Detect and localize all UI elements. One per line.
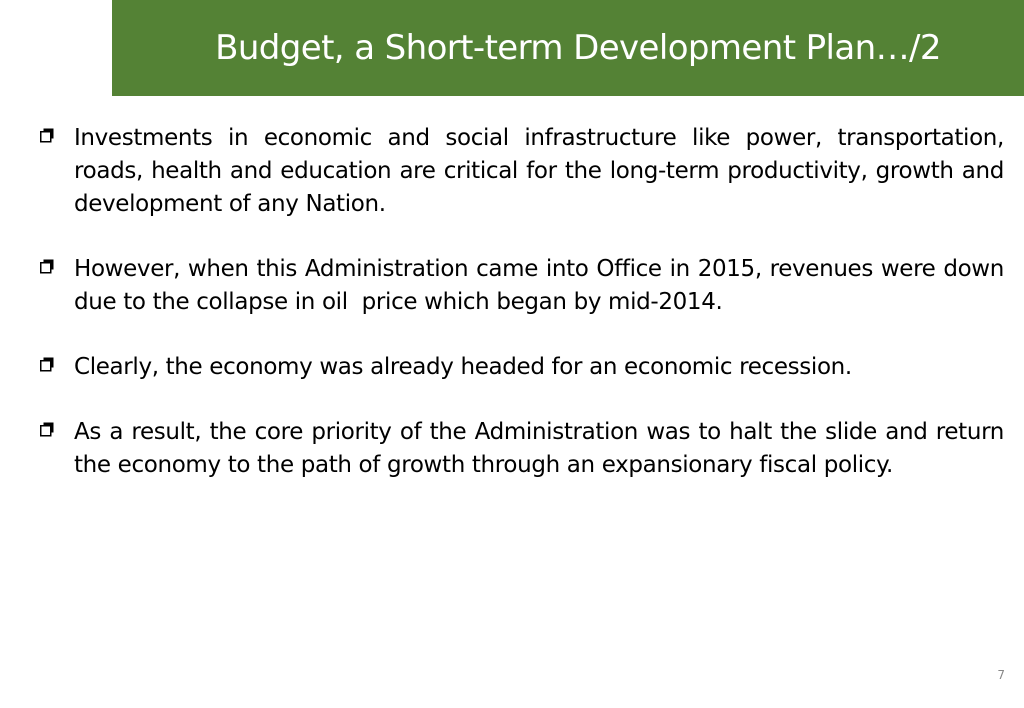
bullet-item bbox=[40, 253, 1011, 319]
hollow-square-bullet-icon bbox=[40, 422, 54, 438]
bullet-text: Clearly, the economy was already headed for an economic recession. bbox=[74, 354, 852, 380]
bullet-item bbox=[40, 416, 1004, 482]
bullet-text: As a result, the core priority of the Administration was to halt the slide and return the economy to the path of growth through an expansionary fiscal policy. bbox=[74, 419, 1004, 478]
bullet-text: Investments in economic and social infrastructure like power, transportation, roads, health and education are critical for the long-term productivity, growth and development of any Nation. bbox=[74, 125, 1004, 217]
hollow-square-bullet-icon bbox=[40, 128, 54, 144]
bullet-item bbox=[40, 122, 1004, 221]
bullet-item bbox=[40, 351, 1004, 384]
bullet-list bbox=[40, 122, 1011, 514]
bullet-text: However, when this Administration came into Office in 2015, revenues were down due to the collapse in oil price which began by mid-2014. bbox=[74, 256, 1011, 315]
title-bar bbox=[112, 0, 1024, 96]
slide-title: Budget, a Short-term Development Plan…/2 bbox=[215, 28, 941, 68]
hollow-square-bullet-icon bbox=[40, 357, 54, 373]
page-number: 7 bbox=[997, 668, 1005, 682]
hollow-square-bullet-icon bbox=[40, 259, 54, 275]
